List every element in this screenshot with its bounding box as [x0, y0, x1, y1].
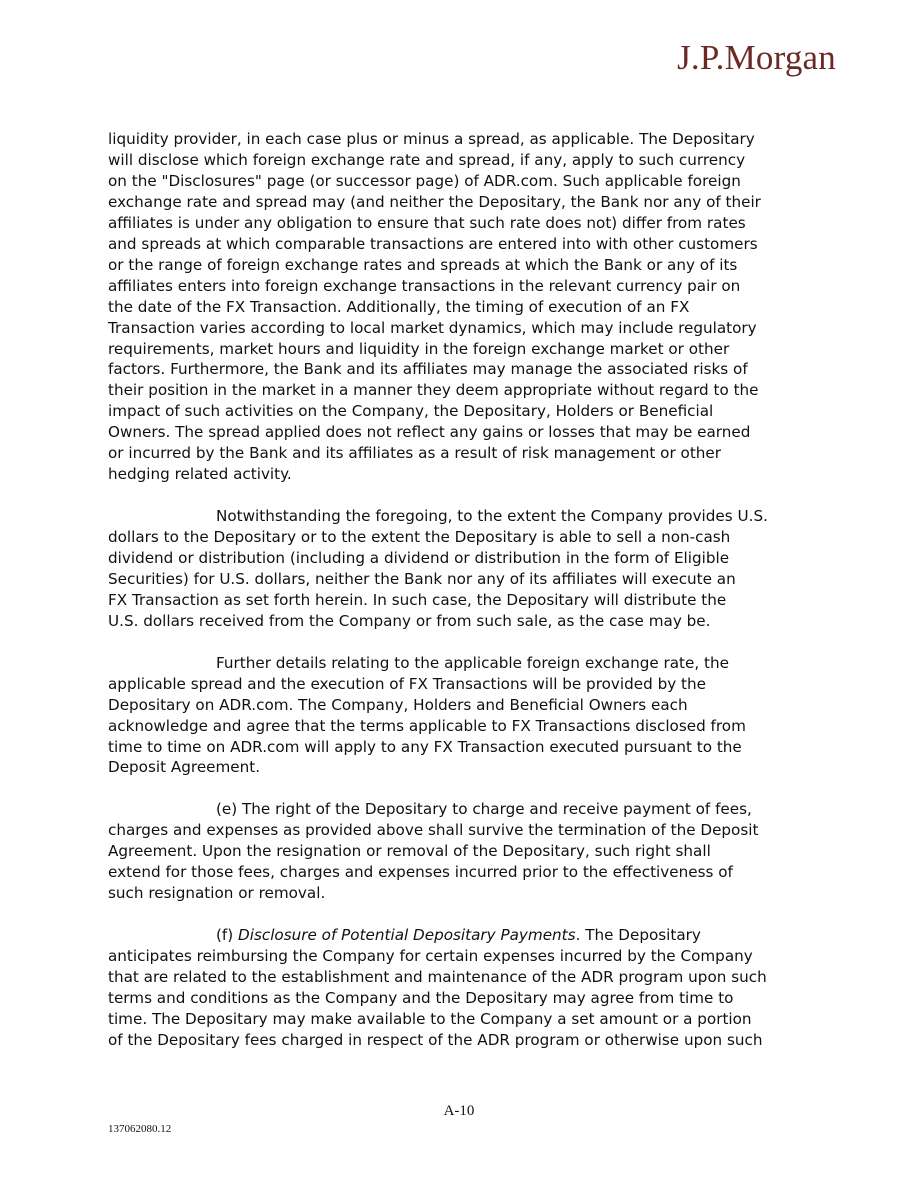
jpmorgan-logo: J.P.Morgan	[677, 38, 836, 77]
text-line: affiliates is under any obligation to ensure that such rate does not) differ from rates	[108, 213, 746, 232]
paragraph-further-details	[108, 653, 818, 779]
text-line: liquidity provider, in each case plus or minus a spread, as applicable. The Depositary	[108, 130, 755, 148]
text-line: their position in the market in a manner they deem appropriate without regard to the	[108, 381, 759, 400]
text-line: Transaction varies according to local market dynamics, which may include regulatory	[108, 318, 757, 337]
text-line: terms and conditions as the Company and the Depositary may agree from time to	[108, 988, 734, 1007]
text-line	[108, 925, 818, 946]
section-f-label: (f)	[216, 925, 239, 944]
paragraph-notwithstanding	[108, 506, 818, 632]
text-line: and spreads at which comparable transactions are entered into with other customers	[108, 234, 758, 253]
text-line: dividend or distribution (including a dividend or distribution in the form of Eligible	[108, 549, 730, 567]
text-line: Deposit Agreement.	[108, 758, 261, 777]
text-line: the date of the FX Transaction. Additionally, the timing of execution of an FX	[108, 297, 690, 316]
text-line: anticipates reimbursing the Company for certain expenses incurred by the Company	[108, 946, 753, 965]
page-number: A-10	[443, 1103, 475, 1119]
text-line: Owners. The spread applied does not reflect any gains or losses that may be earned	[108, 423, 751, 442]
text-line: Securities) for U.S. dollars, neither the Bank nor any of its affiliates will execute an	[108, 569, 736, 588]
document-id: 137062080.12	[108, 1123, 172, 1135]
text-line: U.S. dollars received from the Company or from such sale, as the case may be.	[108, 611, 711, 630]
text-line: Further details relating to the applicable foreign exchange rate, the	[216, 653, 729, 672]
text-line: charges and expenses as provided above shall survive the termination of the Deposit	[108, 821, 759, 840]
text-line: such resignation or removal.	[108, 884, 326, 903]
text-line: will disclose which foreign exchange rate and spread, if any, apply to such currency	[108, 150, 746, 169]
text-line: extend for those fees, charges and expenses incurred prior to the effectiveness of	[108, 863, 733, 882]
text-line: factors. Furthermore, the Bank and its affiliates may manage the associated risks of	[108, 360, 748, 379]
text-line: Agreement. Upon the resignation or removal of the Depositary, such right shall	[108, 842, 711, 861]
text-line: requirements, market hours and liquidity in the foreign exchange market or other	[108, 339, 730, 358]
text-line: time. The Depositary may make available to the Company a set amount or a portion	[108, 1009, 752, 1028]
paragraph-section-e	[108, 799, 818, 904]
section-f-heading: Disclosure of Potential Depositary Payments	[238, 925, 576, 944]
paragraph-section-f	[108, 925, 818, 1051]
text-line: Depositary on ADR.com. The Company, Holders and Beneficial Owners each	[108, 695, 688, 714]
text-line: affiliates enters into foreign exchange transactions in the relevant currency pair on	[108, 276, 741, 295]
text-line: that are related to the establishment and maintenance of the ADR program upon such	[108, 967, 767, 986]
text-line: hedging related activity.	[108, 465, 292, 484]
text-line: acknowledge and agree that the terms applicable to FX Transactions disclosed from	[108, 716, 746, 735]
text-line: exchange rate and spread may (and neither the Depositary, the Bank nor any of their	[108, 192, 761, 211]
document-body	[108, 129, 818, 1072]
paragraph-fx-rate	[108, 129, 818, 485]
text-line: dollars to the Depositary or to the extent the Depositary is able to sell a non-cash	[108, 528, 731, 547]
text-line: impact of such activities on the Company, the Depositary, Holders or Beneficial	[108, 402, 714, 421]
text-line: or the range of foreign exchange rates and spreads at which the Bank or any of its	[108, 255, 738, 274]
text-line: of the Depositary fees charged in respect of the ADR program or otherwise upon such	[108, 1030, 763, 1049]
text-line: (e) The right of the Depositary to charge and receive payment of fees,	[216, 800, 752, 819]
text-line: applicable spread and the execution of FX Transactions will be provided by the	[108, 674, 706, 693]
text-line: time to time on ADR.com will apply to any FX Transaction executed pursuant to the	[108, 737, 742, 756]
text-line: on the "Disclosures" page (or successor page) of ADR.com. Such applicable foreign	[108, 171, 741, 190]
section-f-lead: . The Depositary	[575, 925, 701, 944]
text-line: or incurred by the Bank and its affiliates as a result of risk management or other	[108, 444, 721, 463]
text-line: FX Transaction as set forth herein. In such case, the Depositary will distribute the	[108, 590, 727, 609]
text-line: Notwithstanding the foregoing, to the extent the Company provides U.S.	[216, 507, 768, 526]
